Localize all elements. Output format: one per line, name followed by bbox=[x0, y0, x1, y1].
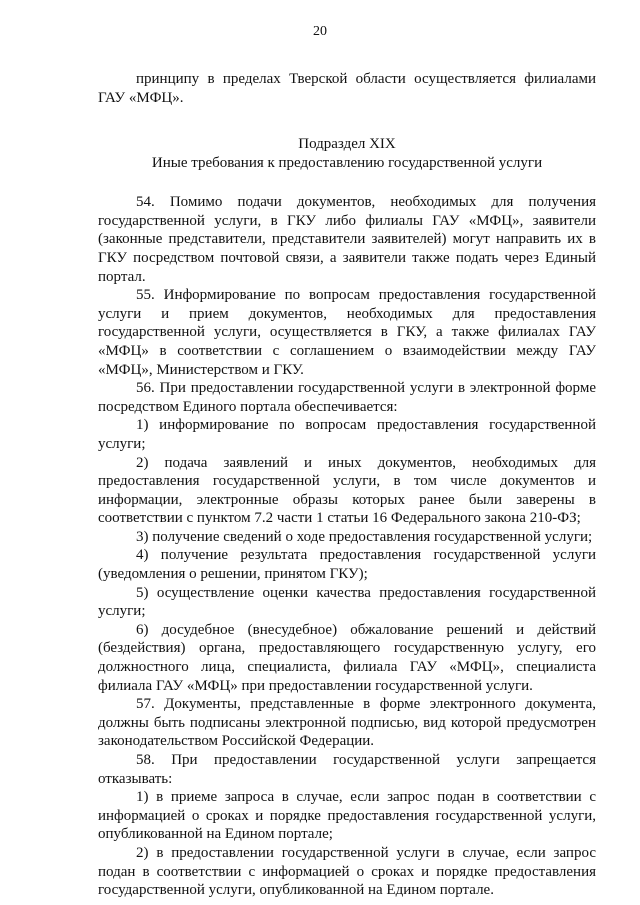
list-item-56-1: 1) информирование по вопросам предоставления государственной услуги; bbox=[98, 417, 596, 452]
list-item-58-1: 1) в приеме запроса в случае, если запрос подан в соответствии с информацией о сроках и порядке предоставления государственной услуги, опубликованной на Едином портале; bbox=[98, 789, 596, 843]
list-item-58-2: 2) в предоставлении государственной услуги в случае, если запрос подан в соответствии с информацией о сроках и порядке предоставления государственной услуги, опубликованной на Едином портале. bbox=[98, 844, 596, 899]
list-item-56-6: 6) досудебное (внесудебное) обжалование решений и действий (бездействия) органа, предоставляющего государственную услугу, его должностного лица, специалиста, филиала ГАУ «МФЦ», специалиста филиала ГАУ «МФЦ» при предоставлении государственной услуги. bbox=[98, 621, 596, 694]
list-item-56-5: 5) осуществление оценки качества предоставления государственной услуги; bbox=[98, 584, 596, 620]
list-item-56-3: 3) получение сведений о ходе предоставления государственной услуги; bbox=[136, 528, 593, 545]
subsection-heading bbox=[98, 135, 596, 173]
intro-paragraph: принципу в пределах Тверской области осуществляется филиалами ГАУ «МФЦ». bbox=[98, 71, 596, 106]
subsection-label: Подраздел XIX bbox=[298, 136, 396, 153]
paragraph-55: 55. Информирование по вопросам предоставления государственной услуги и прием документов, необходимых для предоставления государственной услуги, осуществляется в ГКУ, а также филиалах ГАУ «МФЦ» в соответствии с соглашением о взаимодействии между ГАУ «МФЦ», Министерством и ГКУ. bbox=[98, 287, 596, 378]
list-item-56-4: 4) получение результата предоставления государственной услуги (уведомления о решении, принятом ГКУ); bbox=[98, 547, 596, 583]
paragraph-57: 57. Документы, представленные в форме электронного документа, должны быть подписаны электронной подписью, вид которой предусмотрен законодательством Российской Федерации. bbox=[98, 696, 596, 750]
page-number: 20 bbox=[313, 24, 327, 39]
paragraph-56: 56. При предоставлении государственной услуги в электронной форме посредством Единого портала обеспечивается: bbox=[98, 380, 596, 415]
list-item-56-2: 2) подача заявлений и иных документов, необходимых для предоставления государственной услуги, в том числе документов и информации, электронные образы которых ранее были заверены в соответствии с пунктом 7.2 части 1 статьи 16 Федерального закона 210-ФЗ; bbox=[98, 454, 596, 527]
paragraph-58: 58. При предоставлении государственной услуги запрещается отказывать: bbox=[98, 752, 596, 787]
paragraph-54: 54. Помимо подачи документов, необходимых для получения государственной услуги, в ГКУ либо филиалы ГАУ «МФЦ», заявители (законные представители, представители заявителей) могут направить их в ГКУ посредством почтовой связи, а заявители также подать через Единый портал. bbox=[98, 194, 596, 285]
subsection-title: Иные требования к предоставлению государственной услуги bbox=[151, 155, 543, 172]
document-body bbox=[98, 70, 596, 900]
